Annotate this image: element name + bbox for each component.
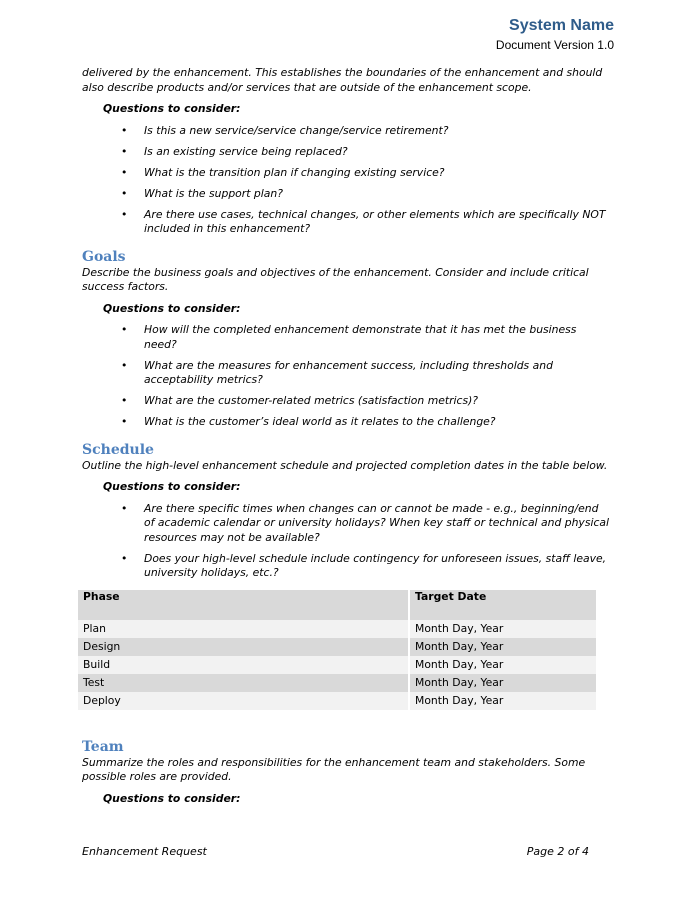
schedule-questions-label: Questions to consider: bbox=[103, 480, 241, 493]
footer-document-title: Enhancement Request bbox=[82, 845, 207, 858]
phase-cell: Design bbox=[78, 638, 408, 656]
list-item: • What are the customer-related metrics (satisfaction metrics)? bbox=[121, 394, 479, 407]
target-date-cell: Month Day, Year bbox=[410, 638, 596, 656]
goals-heading: Goals bbox=[82, 248, 126, 265]
target-date-cell: Month Day, Year bbox=[410, 620, 596, 638]
scope-questions-label: Questions to consider: bbox=[103, 102, 241, 115]
bullet-icon: • bbox=[121, 358, 128, 372]
column-header-phase: Phase bbox=[78, 590, 408, 620]
team-questions-label: Questions to consider: bbox=[103, 791, 241, 805]
team-paragraph: Summarize the roles and responsibilities for the enhancement team and stakeholders. Some possible roles are provided. bbox=[82, 755, 586, 783]
scope-questions-list bbox=[82, 124, 612, 237]
goals-questions-label: Questions to consider: bbox=[103, 301, 241, 315]
list-item: • What is the customer’s ideal world as it relates to the challenge? bbox=[121, 415, 496, 428]
footer-page-number: Page 2 of 4 bbox=[526, 845, 589, 858]
list-item: • Are there use cases, technical changes, or other elements which are specifically NOT included in this enhancement? bbox=[121, 207, 606, 235]
list-item: • How will the completed enhancement demonstrate that it has met the business need? bbox=[121, 323, 577, 351]
header-document-version: Document Version 1.0 bbox=[495, 38, 614, 52]
header-system-name: System Name bbox=[509, 17, 614, 34]
phase-cell: Deploy bbox=[78, 692, 408, 710]
bullet-icon: • bbox=[121, 144, 128, 158]
target-date-cell: Month Day, Year bbox=[410, 656, 596, 674]
goals-questions-list bbox=[82, 323, 612, 430]
table-row bbox=[78, 692, 596, 710]
schedule-table bbox=[76, 590, 598, 710]
goals-paragraph: Describe the business goals and objectives of the enhancement. Consider and include critical success factors. bbox=[82, 265, 589, 293]
bullet-icon: • bbox=[121, 207, 128, 221]
bullet-icon: • bbox=[121, 123, 128, 137]
list-item: • What are the measures for enhancement success, including thresholds and acceptability metrics? bbox=[121, 358, 553, 386]
table-row bbox=[78, 656, 596, 674]
list-item: • Is an existing service being replaced? bbox=[121, 144, 348, 158]
bullet-icon: • bbox=[121, 415, 128, 428]
target-date-cell: Month Day, Year bbox=[410, 692, 596, 710]
table-header-row bbox=[78, 590, 596, 620]
target-date-cell: Month Day, Year bbox=[410, 674, 596, 692]
bullet-icon: • bbox=[121, 394, 128, 407]
phase-cell: Test bbox=[78, 674, 408, 692]
scope-paragraph: delivered by the enhancement. This establishes the boundaries of the enhancement and should also describe products and/or services that are outside of the enhancement scope. bbox=[82, 66, 603, 94]
schedule-heading: Schedule bbox=[82, 441, 154, 458]
list-item: • Are there specific times when changes can or cannot be made - e.g., beginning/end of academic calendar or university holidays? When key staff or technical and physical resources may not be available? bbox=[121, 501, 609, 544]
page-content bbox=[82, 66, 612, 806]
table-row bbox=[78, 620, 596, 638]
phase-cell: Build bbox=[78, 656, 408, 674]
list-item: • What is the support plan? bbox=[121, 186, 283, 200]
table-row bbox=[78, 674, 596, 692]
table-row bbox=[78, 638, 596, 656]
team-heading: Team bbox=[82, 738, 124, 755]
list-item: • Is this a new service/service change/service retirement? bbox=[121, 123, 449, 137]
column-header-target-date: Target Date bbox=[410, 590, 596, 620]
bullet-icon: • bbox=[121, 501, 128, 515]
bullet-icon: • bbox=[121, 165, 128, 179]
schedule-paragraph: Outline the high-level enhancement schedule and projected completion dates in the table below. bbox=[82, 458, 608, 472]
bullet-icon: • bbox=[121, 551, 128, 565]
bullet-icon: • bbox=[121, 186, 128, 200]
list-item: • Does your high-level schedule include contingency for unforeseen issues, staff leave, university holidays, etc.? bbox=[121, 551, 607, 579]
schedule-questions-list bbox=[82, 502, 612, 581]
phase-cell: Plan bbox=[78, 620, 408, 638]
list-item: • What is the transition plan if changing existing service? bbox=[121, 165, 445, 179]
bullet-icon: • bbox=[121, 323, 128, 336]
